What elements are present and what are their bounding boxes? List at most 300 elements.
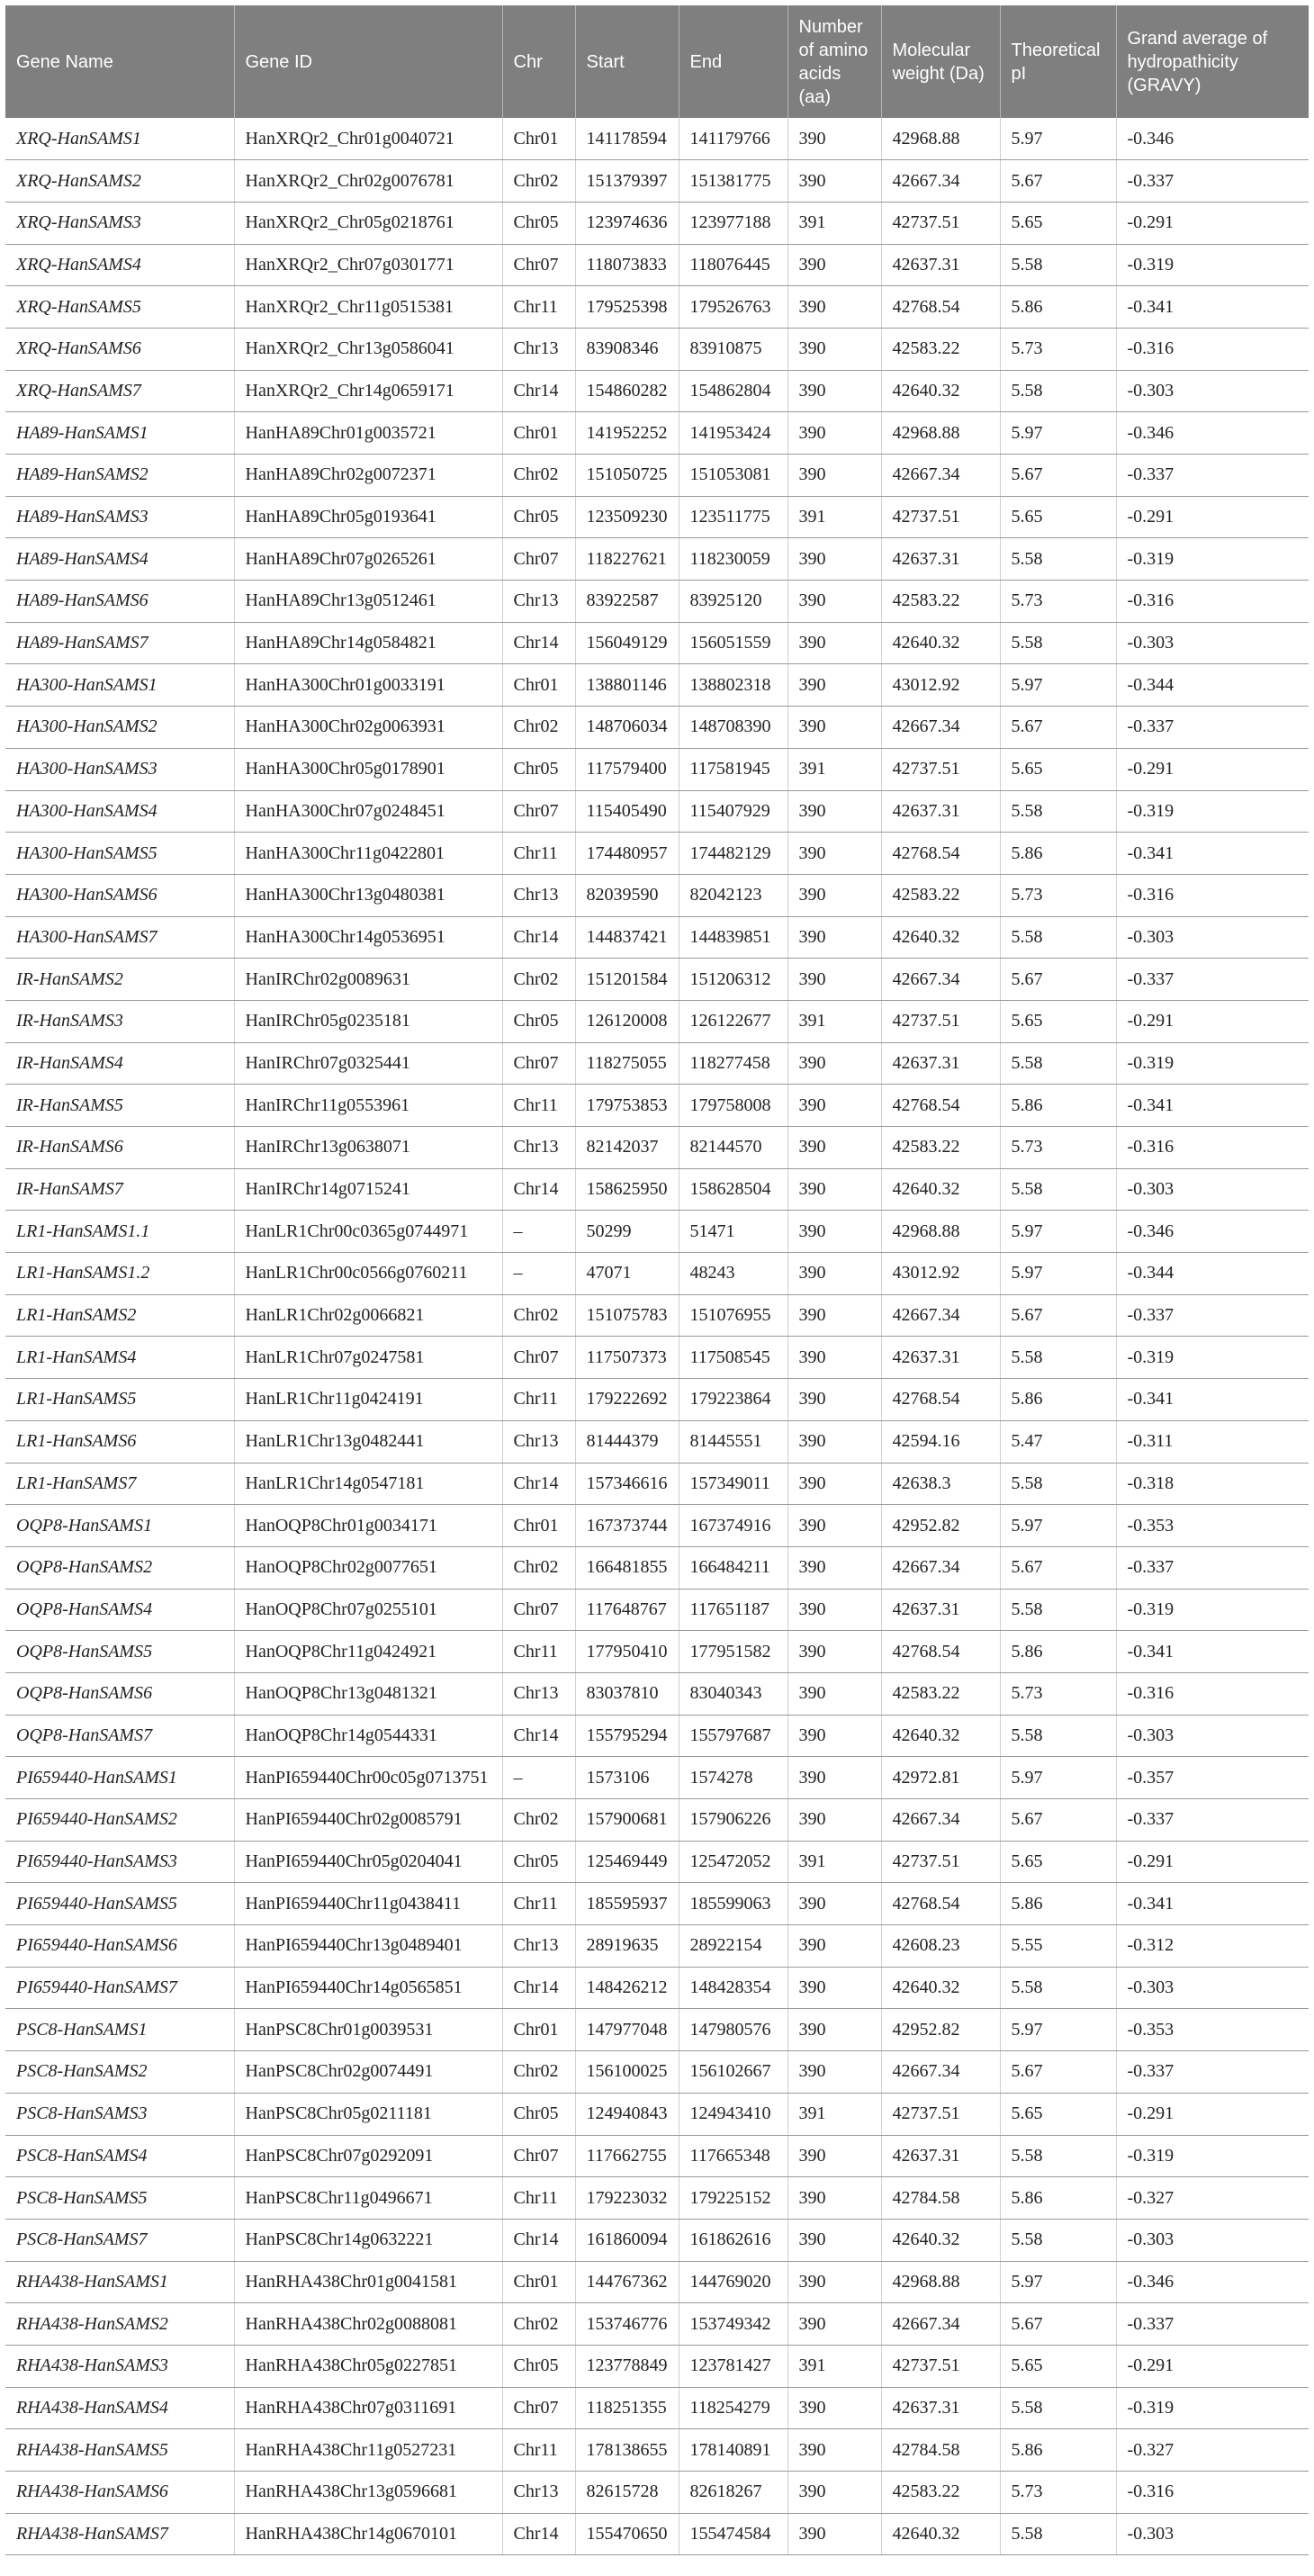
table-row	[5, 748, 1309, 790]
cell-chr: Chr11	[502, 1085, 575, 1127]
cell-theoretical-pi: 5.65	[1000, 1841, 1116, 1883]
cell-amino-acids: 390	[788, 2009, 881, 2051]
cell-gene-id: HanOQP8Chr11g0424921	[234, 1631, 502, 1673]
cell-gene-name: PI659440-HanSAMS7	[5, 1967, 234, 2009]
cell-end: 117508545	[679, 1337, 788, 1379]
cell-start: 1573106	[575, 1757, 679, 1799]
cell-end: 48243	[679, 1253, 788, 1295]
cell-chr: Chr01	[502, 2261, 575, 2303]
table-row	[5, 1925, 1309, 1968]
cell-molecular-weight: 42972.81	[881, 1757, 1000, 1799]
cell-theoretical-pi: 5.67	[1000, 2303, 1116, 2346]
cell-end: 117651187	[679, 1589, 788, 1631]
cell-start: 156049129	[575, 622, 679, 664]
cell-amino-acids: 390	[788, 790, 881, 833]
cell-chr: Chr05	[502, 2345, 575, 2387]
cell-end: 83925120	[679, 581, 788, 623]
cell-chr: Chr11	[502, 1379, 575, 1421]
cell-gene-name: XRQ-HanSAMS7	[5, 370, 234, 412]
cell-end: 51471	[679, 1211, 788, 1253]
cell-amino-acids: 390	[788, 1967, 881, 2009]
cell-gravy: -0.337	[1116, 1546, 1309, 1589]
cell-gravy: -0.291	[1116, 496, 1309, 538]
cell-amino-acids: 390	[788, 328, 881, 370]
cell-start: 166481855	[575, 1546, 679, 1589]
cell-theoretical-pi: 5.73	[1000, 1672, 1116, 1715]
header-gene-name: Gene Name	[5, 5, 234, 118]
cell-amino-acids: 390	[788, 1253, 881, 1295]
cell-chr: Chr07	[502, 538, 575, 581]
cell-amino-acids: 390	[788, 2429, 881, 2472]
cell-end: 158628504	[679, 1168, 788, 1211]
cell-gene-id: HanHA300Chr14g0536951	[234, 916, 502, 959]
cell-chr: Chr14	[502, 2219, 575, 2261]
cell-start: 144767362	[575, 2261, 679, 2303]
cell-gravy: -0.291	[1116, 2345, 1309, 2387]
cell-end: 141953424	[679, 412, 788, 455]
cell-end: 147980576	[679, 2009, 788, 2051]
cell-start: 126120008	[575, 1000, 679, 1042]
cell-end: 179758008	[679, 1085, 788, 1127]
cell-start: 118073833	[575, 244, 679, 286]
cell-start: 174480957	[575, 833, 679, 875]
table-row	[5, 1505, 1309, 1547]
cell-theoretical-pi: 5.73	[1000, 328, 1116, 370]
cell-gene-id: HanXRQr2_Chr02g0076781	[234, 160, 502, 203]
cell-amino-acids: 391	[788, 2093, 881, 2135]
cell-gravy: -0.346	[1116, 118, 1309, 160]
cell-gene-id: HanOQP8Chr14g0544331	[234, 1715, 502, 1757]
cell-gene-name: RHA438-HanSAMS3	[5, 2345, 234, 2387]
cell-amino-acids: 390	[788, 959, 881, 1001]
cell-gene-id: HanHA89Chr07g0265261	[234, 538, 502, 581]
cell-gene-id: HanXRQr2_Chr07g0301771	[234, 244, 502, 286]
cell-amino-acids: 390	[788, 1042, 881, 1085]
cell-molecular-weight: 42637.31	[881, 1337, 1000, 1379]
cell-end: 126122677	[679, 1000, 788, 1042]
cell-start: 47071	[575, 1253, 679, 1295]
table-row	[5, 833, 1309, 875]
cell-gene-id: HanHA89Chr13g0512461	[234, 581, 502, 623]
cell-gravy: -0.303	[1116, 2513, 1309, 2555]
table-row	[5, 244, 1309, 286]
cell-gene-name: LR1-HanSAMS1.2	[5, 1253, 234, 1295]
cell-molecular-weight: 43012.92	[881, 664, 1000, 707]
cell-gravy: -0.319	[1116, 2135, 1309, 2177]
cell-end: 124943410	[679, 2093, 788, 2135]
cell-chr: Chr14	[502, 622, 575, 664]
cell-amino-acids: 390	[788, 1085, 881, 1127]
cell-amino-acids: 390	[788, 1715, 881, 1757]
cell-gene-name: XRQ-HanSAMS5	[5, 286, 234, 329]
cell-start: 83908346	[575, 328, 679, 370]
cell-amino-acids: 390	[788, 2051, 881, 2094]
table-row	[5, 496, 1309, 538]
table-row	[5, 2093, 1309, 2135]
cell-theoretical-pi: 5.58	[1000, 1589, 1116, 1631]
cell-theoretical-pi: 5.58	[1000, 370, 1116, 412]
cell-gene-id: HanRHA438Chr13g0596681	[234, 2472, 502, 2514]
cell-gene-id: HanHA300Chr13g0480381	[234, 874, 502, 916]
cell-amino-acids: 390	[788, 1211, 881, 1253]
cell-theoretical-pi: 5.67	[1000, 1799, 1116, 1842]
cell-theoretical-pi: 5.86	[1000, 2177, 1116, 2220]
cell-molecular-weight: 42768.54	[881, 1883, 1000, 1925]
cell-gene-name: PI659440-HanSAMS5	[5, 1883, 234, 1925]
cell-gravy: -0.341	[1116, 1883, 1309, 1925]
cell-molecular-weight: 42640.32	[881, 2513, 1000, 2555]
cell-chr: Chr02	[502, 2051, 575, 2094]
header-gene-id: Gene ID	[234, 5, 502, 118]
cell-theoretical-pi: 5.97	[1000, 1211, 1116, 1253]
cell-molecular-weight: 42583.22	[881, 328, 1000, 370]
cell-theoretical-pi: 5.86	[1000, 1883, 1116, 1925]
cell-molecular-weight: 42638.3	[881, 1463, 1000, 1505]
cell-chr: Chr02	[502, 160, 575, 203]
cell-start: 151075783	[575, 1294, 679, 1337]
cell-start: 123778849	[575, 2345, 679, 2387]
cell-gene-id: HanHA89Chr14g0584821	[234, 622, 502, 664]
cell-start: 144837421	[575, 916, 679, 959]
cell-chr: Chr14	[502, 1967, 575, 2009]
cell-gravy: -0.303	[1116, 2219, 1309, 2261]
cell-end: 123977188	[679, 202, 788, 244]
cell-end: 177951582	[679, 1631, 788, 1673]
cell-end: 83040343	[679, 1672, 788, 1715]
cell-molecular-weight: 42737.51	[881, 2093, 1000, 2135]
cell-gene-id: HanRHA438Chr02g0088081	[234, 2303, 502, 2346]
cell-end: 157906226	[679, 1799, 788, 1842]
cell-gene-name: PSC8-HanSAMS4	[5, 2135, 234, 2177]
cell-end: 82042123	[679, 874, 788, 916]
cell-molecular-weight: 42784.58	[881, 2177, 1000, 2220]
cell-end: 151053081	[679, 455, 788, 497]
cell-theoretical-pi: 5.65	[1000, 202, 1116, 244]
cell-end: 151076955	[679, 1294, 788, 1337]
cell-molecular-weight: 42784.58	[881, 2429, 1000, 2472]
cell-molecular-weight: 42737.51	[881, 1841, 1000, 1883]
cell-end: 125472052	[679, 1841, 788, 1883]
cell-gravy: -0.357	[1116, 1757, 1309, 1799]
cell-gene-id: HanRHA438Chr01g0041581	[234, 2261, 502, 2303]
table-row	[5, 1294, 1309, 1337]
cell-start: 153746776	[575, 2303, 679, 2346]
cell-gravy: -0.291	[1116, 1000, 1309, 1042]
cell-chr: Chr01	[502, 664, 575, 707]
cell-gravy: -0.337	[1116, 2303, 1309, 2346]
cell-molecular-weight: 42737.51	[881, 496, 1000, 538]
cell-theoretical-pi: 5.73	[1000, 2472, 1116, 2514]
cell-gravy: -0.341	[1116, 1085, 1309, 1127]
table-row	[5, 1841, 1309, 1883]
cell-gene-id: HanLR1Chr02g0066821	[234, 1294, 502, 1337]
cell-molecular-weight: 42667.34	[881, 959, 1000, 1001]
cell-gravy: -0.337	[1116, 1799, 1309, 1842]
cell-molecular-weight: 42640.32	[881, 622, 1000, 664]
cell-molecular-weight: 42667.34	[881, 455, 1000, 497]
cell-end: 148708390	[679, 707, 788, 749]
cell-amino-acids: 390	[788, 2387, 881, 2429]
cell-chr: Chr13	[502, 2472, 575, 2514]
table-row	[5, 1379, 1309, 1421]
cell-amino-acids: 390	[788, 833, 881, 875]
cell-start: 179525398	[575, 286, 679, 329]
cell-end: 151381775	[679, 160, 788, 203]
cell-gene-id: HanHA300Chr07g0248451	[234, 790, 502, 833]
cell-chr: Chr11	[502, 2177, 575, 2220]
cell-theoretical-pi: 5.58	[1000, 2219, 1116, 2261]
table-row	[5, 2219, 1309, 2261]
cell-gene-name: IR-HanSAMS7	[5, 1168, 234, 1211]
table-row	[5, 707, 1309, 749]
cell-gene-name: LR1-HanSAMS2	[5, 1294, 234, 1337]
cell-end: 151206312	[679, 959, 788, 1001]
cell-molecular-weight: 42768.54	[881, 1631, 1000, 1673]
cell-end: 148428354	[679, 1967, 788, 2009]
cell-molecular-weight: 42583.22	[881, 1127, 1000, 1169]
table-row	[5, 2513, 1309, 2555]
cell-gene-id: HanPI659440Chr13g0489401	[234, 1925, 502, 1968]
cell-start: 125469449	[575, 1841, 679, 1883]
cell-gene-name: HA300-HanSAMS4	[5, 790, 234, 833]
cell-end: 83910875	[679, 328, 788, 370]
cell-molecular-weight: 42667.34	[881, 707, 1000, 749]
cell-amino-acids: 390	[788, 581, 881, 623]
cell-start: 151201584	[575, 959, 679, 1001]
cell-gene-id: HanLR1Chr00c0365g0744971	[234, 1211, 502, 1253]
cell-gene-name: OQP8-HanSAMS5	[5, 1631, 234, 1673]
cell-start: 82615728	[575, 2472, 679, 2514]
cell-gene-id: HanXRQr2_Chr11g0515381	[234, 286, 502, 329]
table-row	[5, 1463, 1309, 1505]
cell-gene-id: HanLR1Chr07g0247581	[234, 1337, 502, 1379]
cell-gene-id: HanRHA438Chr14g0670101	[234, 2513, 502, 2555]
cell-gene-name: LR1-HanSAMS4	[5, 1337, 234, 1379]
cell-molecular-weight: 42768.54	[881, 1085, 1000, 1127]
cell-gene-name: OQP8-HanSAMS2	[5, 1546, 234, 1589]
cell-start: 161860094	[575, 2219, 679, 2261]
cell-theoretical-pi: 5.86	[1000, 286, 1116, 329]
cell-theoretical-pi: 5.67	[1000, 1546, 1116, 1589]
cell-start: 115405490	[575, 790, 679, 833]
cell-amino-acids: 390	[788, 874, 881, 916]
cell-gravy: -0.316	[1116, 2472, 1309, 2514]
cell-end: 179223864	[679, 1379, 788, 1421]
cell-molecular-weight: 42667.34	[881, 2051, 1000, 2094]
cell-gravy: -0.318	[1116, 1463, 1309, 1505]
cell-molecular-weight: 42608.23	[881, 1925, 1000, 1968]
cell-gene-id: HanPI659440Chr11g0438411	[234, 1883, 502, 1925]
cell-theoretical-pi: 5.65	[1000, 2345, 1116, 2387]
cell-chr: Chr05	[502, 1841, 575, 1883]
cell-gene-id: HanRHA438Chr05g0227851	[234, 2345, 502, 2387]
cell-molecular-weight: 42583.22	[881, 581, 1000, 623]
cell-theoretical-pi: 5.58	[1000, 244, 1116, 286]
cell-theoretical-pi: 5.58	[1000, 1168, 1116, 1211]
cell-gene-name: PSC8-HanSAMS5	[5, 2177, 234, 2220]
cell-gene-name: RHA438-HanSAMS5	[5, 2429, 234, 2472]
cell-amino-acids: 390	[788, 1631, 881, 1673]
table-row	[5, 790, 1309, 833]
cell-gene-id: HanPSC8Chr02g0074491	[234, 2051, 502, 2094]
table-row	[5, 202, 1309, 244]
cell-end: 81445551	[679, 1420, 788, 1463]
table-header-row	[5, 5, 1309, 118]
cell-start: 118275055	[575, 1042, 679, 1085]
table-row	[5, 455, 1309, 497]
cell-amino-acids: 390	[788, 1127, 881, 1169]
table-row	[5, 1168, 1309, 1211]
cell-amino-acids: 390	[788, 2177, 881, 2220]
cell-gene-name: IR-HanSAMS6	[5, 1127, 234, 1169]
cell-chr: Chr02	[502, 959, 575, 1001]
cell-gene-name: OQP8-HanSAMS4	[5, 1589, 234, 1631]
cell-end: 117581945	[679, 748, 788, 790]
cell-theoretical-pi: 5.47	[1000, 1420, 1116, 1463]
cell-molecular-weight: 42637.31	[881, 2387, 1000, 2429]
cell-gravy: -0.341	[1116, 1379, 1309, 1421]
cell-amino-acids: 391	[788, 202, 881, 244]
cell-chr: Chr01	[502, 2009, 575, 2051]
cell-chr: Chr11	[502, 1883, 575, 1925]
cell-amino-acids: 390	[788, 1883, 881, 1925]
cell-molecular-weight: 42737.51	[881, 748, 1000, 790]
header-gravy: Grand average of hydropathicity (GRAVY)	[1116, 5, 1309, 118]
cell-gravy: -0.337	[1116, 959, 1309, 1001]
cell-amino-acids: 390	[788, 1168, 881, 1211]
cell-gene-name: OQP8-HanSAMS6	[5, 1672, 234, 1715]
cell-gene-name: HA300-HanSAMS2	[5, 707, 234, 749]
cell-theoretical-pi: 5.97	[1000, 412, 1116, 455]
table-body	[5, 118, 1309, 2555]
cell-start: 123509230	[575, 496, 679, 538]
cell-gravy: -0.303	[1116, 916, 1309, 959]
cell-theoretical-pi: 5.58	[1000, 1715, 1116, 1757]
table-row	[5, 370, 1309, 412]
cell-theoretical-pi: 5.86	[1000, 2429, 1116, 2472]
cell-gene-name: RHA438-HanSAMS6	[5, 2472, 234, 2514]
cell-end: 144839851	[679, 916, 788, 959]
cell-amino-acids: 390	[788, 1589, 881, 1631]
cell-gravy: -0.337	[1116, 707, 1309, 749]
cell-molecular-weight: 42640.32	[881, 1715, 1000, 1757]
cell-chr: Chr11	[502, 2429, 575, 2472]
cell-theoretical-pi: 5.97	[1000, 118, 1116, 160]
cell-theoretical-pi: 5.65	[1000, 496, 1116, 538]
header-molecular-weight: Molecular weight (Da)	[881, 5, 1000, 118]
cell-start: 118227621	[575, 538, 679, 581]
cell-molecular-weight: 42952.82	[881, 1505, 1000, 1547]
cell-amino-acids: 390	[788, 1294, 881, 1337]
cell-chr: Chr13	[502, 1127, 575, 1169]
cell-gene-name: RHA438-HanSAMS1	[5, 2261, 234, 2303]
cell-end: 123511775	[679, 496, 788, 538]
cell-gravy: -0.319	[1116, 1337, 1309, 1379]
cell-gravy: -0.303	[1116, 370, 1309, 412]
table-row	[5, 1589, 1309, 1631]
table-row	[5, 1546, 1309, 1589]
cell-theoretical-pi: 5.97	[1000, 1253, 1116, 1295]
cell-gene-id: HanHA89Chr05g0193641	[234, 496, 502, 538]
cell-chr: Chr14	[502, 1168, 575, 1211]
cell-gene-name: RHA438-HanSAMS7	[5, 2513, 234, 2555]
cell-molecular-weight: 42667.34	[881, 1546, 1000, 1589]
cell-molecular-weight: 42968.88	[881, 2261, 1000, 2303]
cell-gene-id: HanXRQr2_Chr01g0040721	[234, 118, 502, 160]
table-row	[5, 581, 1309, 623]
cell-gravy: -0.303	[1116, 1967, 1309, 2009]
cell-gene-name: XRQ-HanSAMS1	[5, 118, 234, 160]
cell-end: 118277458	[679, 1042, 788, 1085]
cell-end: 178140891	[679, 2429, 788, 2472]
cell-gravy: -0.344	[1116, 664, 1309, 707]
cell-molecular-weight: 42640.32	[881, 2219, 1000, 2261]
cell-gene-id: HanHA89Chr02g0072371	[234, 455, 502, 497]
table-row	[5, 874, 1309, 916]
cell-molecular-weight: 42667.34	[881, 160, 1000, 203]
cell-start: 151050725	[575, 455, 679, 497]
cell-molecular-weight: 42968.88	[881, 412, 1000, 455]
cell-gene-name: HA300-HanSAMS3	[5, 748, 234, 790]
cell-amino-acids: 390	[788, 1463, 881, 1505]
cell-end: 166484211	[679, 1546, 788, 1589]
cell-start: 141952252	[575, 412, 679, 455]
header-end: End	[679, 5, 788, 118]
cell-molecular-weight: 42640.32	[881, 1967, 1000, 2009]
cell-chr: Chr14	[502, 370, 575, 412]
table-row	[5, 2177, 1309, 2220]
cell-amino-acids: 390	[788, 118, 881, 160]
cell-chr: Chr13	[502, 328, 575, 370]
cell-start: 82039590	[575, 874, 679, 916]
cell-gene-name: HA300-HanSAMS5	[5, 833, 234, 875]
cell-gene-id: HanIRChr11g0553961	[234, 1085, 502, 1127]
cell-end: 156102667	[679, 2051, 788, 2094]
cell-gravy: -0.319	[1116, 244, 1309, 286]
cell-amino-acids: 390	[788, 1925, 881, 1968]
cell-start: 83922587	[575, 581, 679, 623]
cell-gravy: -0.312	[1116, 1925, 1309, 1968]
cell-gene-name: IR-HanSAMS2	[5, 959, 234, 1001]
cell-amino-acids: 390	[788, 1672, 881, 1715]
cell-gene-id: HanXRQr2_Chr13g0586041	[234, 328, 502, 370]
cell-gene-name: HA300-HanSAMS7	[5, 916, 234, 959]
cell-amino-acids: 390	[788, 412, 881, 455]
cell-theoretical-pi: 5.55	[1000, 1925, 1116, 1968]
table-row	[5, 1715, 1309, 1757]
cell-chr: Chr01	[502, 118, 575, 160]
cell-gene-id: HanPSC8Chr01g0039531	[234, 2009, 502, 2051]
cell-amino-acids: 390	[788, 1757, 881, 1799]
cell-molecular-weight: 42637.31	[881, 2135, 1000, 2177]
table-row	[5, 1799, 1309, 1842]
cell-molecular-weight: 42667.34	[881, 1294, 1000, 1337]
table-row	[5, 2472, 1309, 2514]
table-row	[5, 1253, 1309, 1295]
table-row	[5, 1967, 1309, 2009]
cell-end: 156051559	[679, 622, 788, 664]
cell-gravy: -0.319	[1116, 790, 1309, 833]
cell-start: 151379397	[575, 160, 679, 203]
cell-theoretical-pi: 5.67	[1000, 959, 1116, 1001]
cell-gravy: -0.341	[1116, 286, 1309, 329]
cell-amino-acids: 390	[788, 1799, 881, 1842]
cell-gene-id: HanLR1Chr14g0547181	[234, 1463, 502, 1505]
cell-gene-id: HanPI659440Chr14g0565851	[234, 1967, 502, 2009]
table-row	[5, 328, 1309, 370]
cell-end: 82618267	[679, 2472, 788, 2514]
cell-gene-name: HA89-HanSAMS4	[5, 538, 234, 581]
